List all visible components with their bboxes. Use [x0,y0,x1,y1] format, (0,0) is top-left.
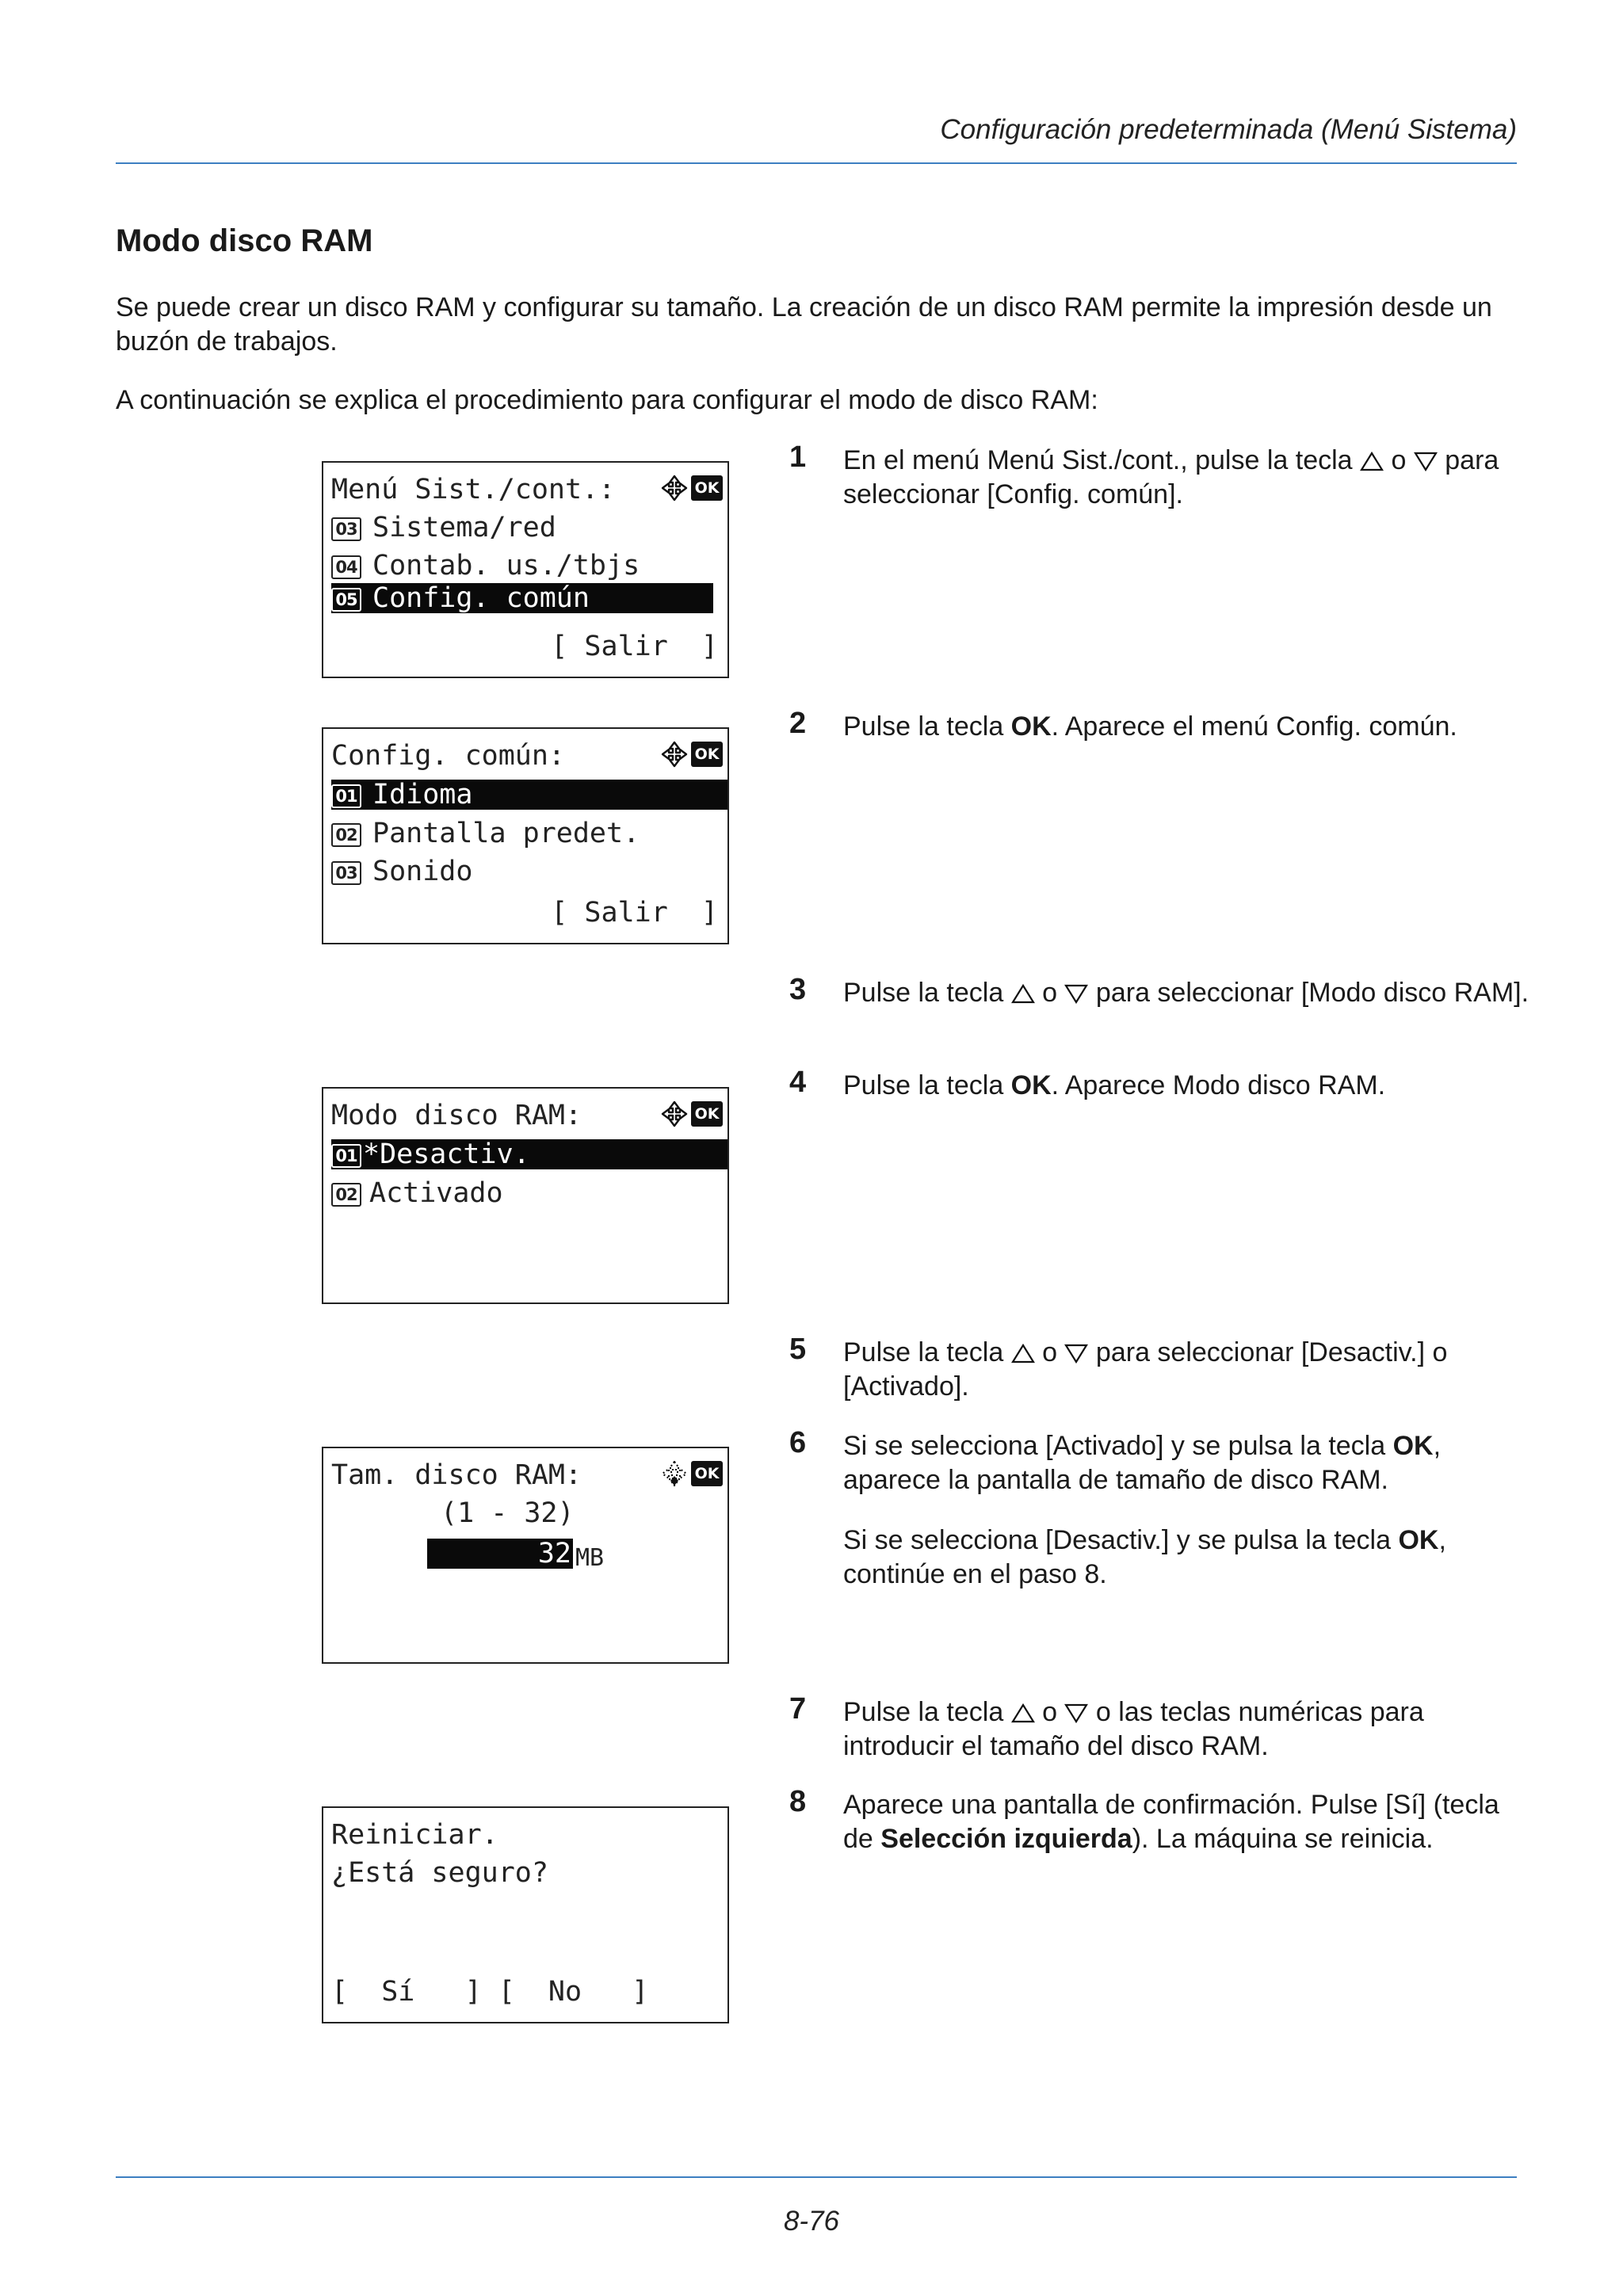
item-label: *Desactiv. [363,1138,530,1170]
item-number: 04 [331,555,361,579]
item-label: Pantalla predet. [372,818,640,849]
step-text: Pulse la tecla o para seleccionar [Modo disco RAM]. [843,978,1529,1008]
ok-key-icon: OK [691,1461,723,1486]
navigation-cross-icon [661,1100,688,1127]
step-number: 7 [789,1692,807,1726]
ok-key-icon: OK [691,742,723,767]
step-text: Aparece una pantalla de confirmación. Pulse [Sí] (tecla de Selección izquierda). La máquina se reinicia. [843,1790,1499,1854]
navigation-cross-icon [661,475,688,502]
step-text: Pulse la tecla OK. Aparece Modo disco RAM. [843,1070,1386,1100]
navigation-cross-dotted-icon [661,1460,688,1487]
down-triangle-icon [1064,983,1088,1004]
up-triangle-icon [1011,1343,1035,1363]
lcd-menu-item-selected[interactable] [331,583,713,613]
item-number: 02 [331,823,361,847]
lcd-title: Menú Sist./cont.: [331,474,616,505]
step-number: 1 [789,441,807,474]
lcd-screen-restart [322,1806,729,2023]
page-number: 8-76 [783,2206,840,2237]
lcd-screen-menu [322,461,729,678]
lcd-screen-ramdisk [322,1087,729,1304]
down-triangle-icon [1064,1343,1088,1363]
section-title: Modo disco RAM [116,223,373,258]
up-triangle-icon [1360,451,1384,471]
softkeys-yes-no[interactable]: [ Sí ] [ No ] [331,1976,649,2008]
lcd-range: (1 - 32) [441,1497,575,1529]
item-label: Sonido [372,856,473,887]
lcd-title: Modo disco RAM: [331,1100,582,1131]
lcd-message-line: Reiniciar. [331,1819,498,1851]
step-text: Pulse la tecla o o las teclas numéricas para introducir el tamaño del disco RAM. [843,1697,1424,1761]
size-unit: MB [575,1544,605,1572]
step-number: 5 [789,1333,807,1366]
footer-rule [116,2176,1517,2178]
header-rule [116,162,1517,164]
lcd-screen-size [322,1447,729,1664]
size-value-input[interactable]: 32 [427,1539,573,1569]
item-number: 05 [331,588,361,612]
step-number: 8 [789,1785,807,1818]
softkey-salir[interactable]: [ Salir ] [551,631,718,662]
lcd-message-line: ¿Está seguro? [331,1857,548,1889]
down-triangle-icon [1064,1703,1088,1723]
step-text: En el menú Menú Sist./cont., pulse la tecla o para seleccionar [Config. común]. [843,445,1499,509]
down-triangle-icon [1414,451,1438,471]
item-label: Sistema/red [372,512,556,543]
item-label: Contab. us./tbjs [372,550,640,582]
step-number: 3 [789,973,807,1006]
item-number: 01 [331,784,361,808]
lcd-menu-item[interactable] [331,512,726,543]
item-number: 02 [331,1183,361,1207]
lcd-option-selected[interactable] [331,1139,727,1169]
item-label: Idioma [372,779,473,810]
softkey-salir[interactable]: [ Salir ] [551,897,718,929]
item-number: 03 [331,517,361,541]
procedure-intro: A continuación se explica el procedimiento para configurar el modo de disco RAM: [116,385,1098,415]
item-label: Config. común [372,582,590,614]
lcd-menu-item[interactable] [331,856,726,887]
step-number: 6 [789,1426,807,1459]
lcd-title: Config. común: [331,740,566,772]
step-text: Si se selecciona [Activado] y se pulsa la tecla OK, aparece la pantalla de tamaño de disco RAM. Si se selecciona [Desactiv.] y se pulsa la tecla OK, continúe en el paso 8. [843,1431,1446,1589]
lcd-option[interactable] [331,1177,726,1209]
step-text: Pulse la tecla o para seleccionar [Desactiv.] o [Activado]. [843,1337,1448,1402]
lcd-menu-item[interactable] [331,818,726,849]
lcd-screen-common [322,727,729,944]
step-number: 2 [789,707,807,740]
step-number: 4 [789,1066,807,1099]
up-triangle-icon [1011,983,1035,1004]
running-header: Configuración predeterminada (Menú Sistema) [940,114,1517,145]
ok-key-icon: OK [691,475,723,501]
lcd-menu-item[interactable] [331,550,726,582]
up-triangle-icon [1011,1703,1035,1723]
lcd-title: Tam. disco RAM: [331,1459,582,1491]
step-text: Pulse la tecla OK. Aparece el menú Config. común. [843,711,1457,742]
intro-paragraph: Se puede crear un disco RAM y configurar su tamaño. La creación de un disco RAM permite la impresión desde un buzón de trabajos. [116,292,1492,357]
item-label: Activado [369,1177,503,1209]
ok-key-icon: OK [691,1101,723,1127]
item-number: 01 [331,1144,361,1168]
lcd-menu-item-selected[interactable] [331,780,727,810]
navigation-cross-icon [661,741,688,768]
item-number: 03 [331,861,361,885]
